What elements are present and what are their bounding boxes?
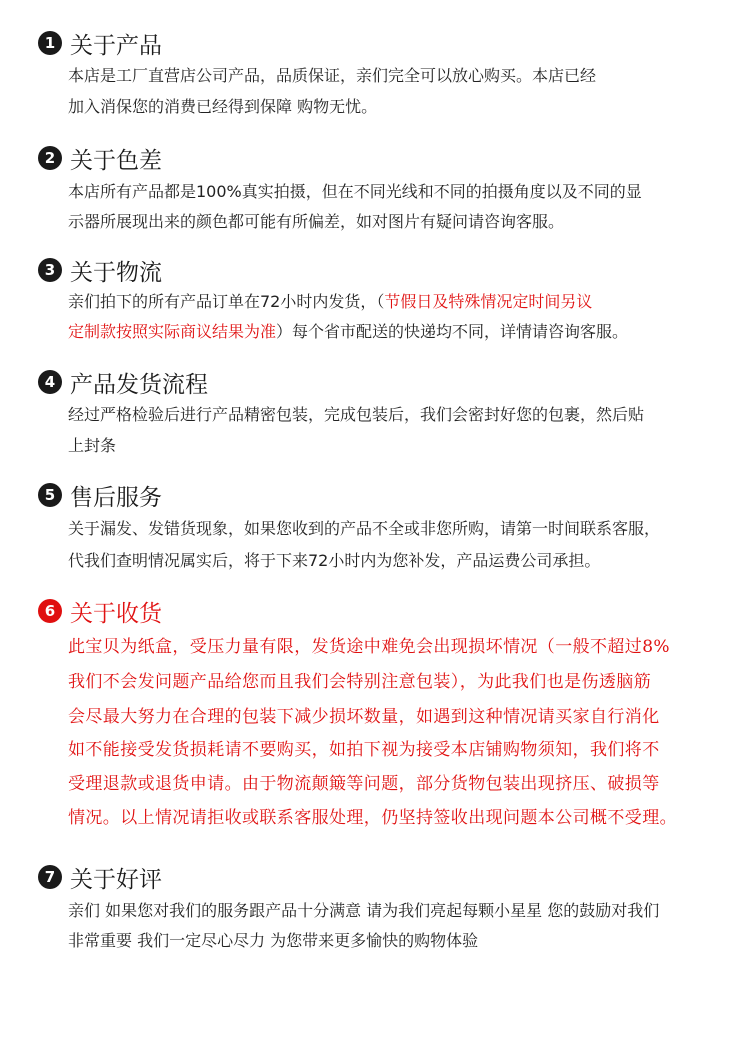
- section-title: 售后服务: [70, 484, 162, 511]
- section-text-line: 上封条: [68, 436, 117, 455]
- number-badge-icon: 5: [38, 483, 62, 507]
- section-text-line: 加入消保您的消费已经得到保障 购物无忧。: [68, 97, 378, 116]
- section-title: 关于收货: [70, 600, 162, 627]
- section-heading: [38, 143, 162, 173]
- number-badge-icon: 3: [38, 258, 62, 282]
- section-text-line: 非常重要 我们一定尽心尽力 为您带来更多愉快的购物体验: [68, 931, 479, 950]
- logistics-text: ）每个省市配送的快递均不同，详情请咨询客服。: [276, 322, 629, 341]
- section-title: 关于好评: [70, 866, 162, 893]
- number-badge-icon: 1: [38, 31, 62, 55]
- section-heading: [38, 862, 162, 892]
- number-badge-icon: 6: [38, 599, 62, 623]
- section-title: 产品发货流程: [70, 371, 208, 398]
- section-heading: [38, 367, 208, 397]
- section-heading: [38, 28, 162, 58]
- number-badge-icon: 2: [38, 146, 62, 170]
- section-text-line: 我们不会发问题产品给您而且我们会特别注意包装），为此我们也是伤透脑筋: [68, 672, 652, 692]
- section-heading: [38, 480, 162, 510]
- logistics-highlight: 定制款按照实际商议结果为准: [68, 322, 277, 341]
- section-text-line: 会尽最大努力在合理的包装下减少损坏数量，如遇到这种情况请买家自行消化: [68, 707, 660, 727]
- section-text-line: 受理退款或退货申请。由于物流颠簸等问题，部分货物包装出现挤压、破损等: [68, 774, 660, 794]
- section-text-line: 情况。以上情况请拒收或联系客服处理，仍坚持签收出现问题本公司概不受理。: [68, 808, 677, 828]
- number-badge-icon: 4: [38, 370, 62, 394]
- section-heading: [38, 255, 162, 285]
- section-text-line: 经过严格检验后进行产品精密包装，完成包装后，我们会密封好您的包裹，然后贴: [68, 405, 645, 424]
- section-text-line: 代我们查明情况属实后，将于下来72小时内为您补发，产品运费公司承担。: [68, 551, 601, 570]
- logistics-highlight: 节假日及特殊情况定时间另议: [384, 292, 593, 311]
- section-text-line: 本店是工厂直营店公司产品，品质保证，亲们完全可以放心购买。本店已经: [68, 66, 597, 85]
- section-text-line: 示器所展现出来的颜色都可能有所偏差，如对图片有疑问请咨询客服。: [68, 212, 565, 231]
- section-text-line: 此宝贝为纸盒，受压力量有限，发货途中难免会出现损坏情况（一般不超过8%: [68, 637, 670, 657]
- section-text-line: [68, 322, 628, 342]
- section-heading: [38, 596, 162, 626]
- section-text-line: 如不能接受发货损耗请不要购买，如拍下视为接受本店铺购物须知，我们将不: [68, 740, 660, 760]
- section-title: 关于色差: [70, 147, 162, 174]
- section-text-line: 关于漏发、发错货现象，如果您收到的产品不全或非您所购，请第一时间联系客服，: [68, 519, 661, 538]
- logistics-text: 亲们拍下的所有产品订单在72小时内发货，（: [68, 292, 385, 311]
- number-badge-icon: 7: [38, 865, 62, 889]
- section-text-line: [68, 292, 592, 312]
- section-title: 关于产品: [70, 32, 162, 59]
- section-text-line: 本店所有产品都是100%真实拍摄，但在不同光线和不同的拍摄角度以及不同的显: [68, 182, 642, 201]
- section-title: 关于物流: [70, 259, 162, 286]
- section-text-line: 亲们 如果您对我们的服务跟产品十分满意 请为我们亮起每颗小星星 您的鼓励对我们: [68, 901, 660, 920]
